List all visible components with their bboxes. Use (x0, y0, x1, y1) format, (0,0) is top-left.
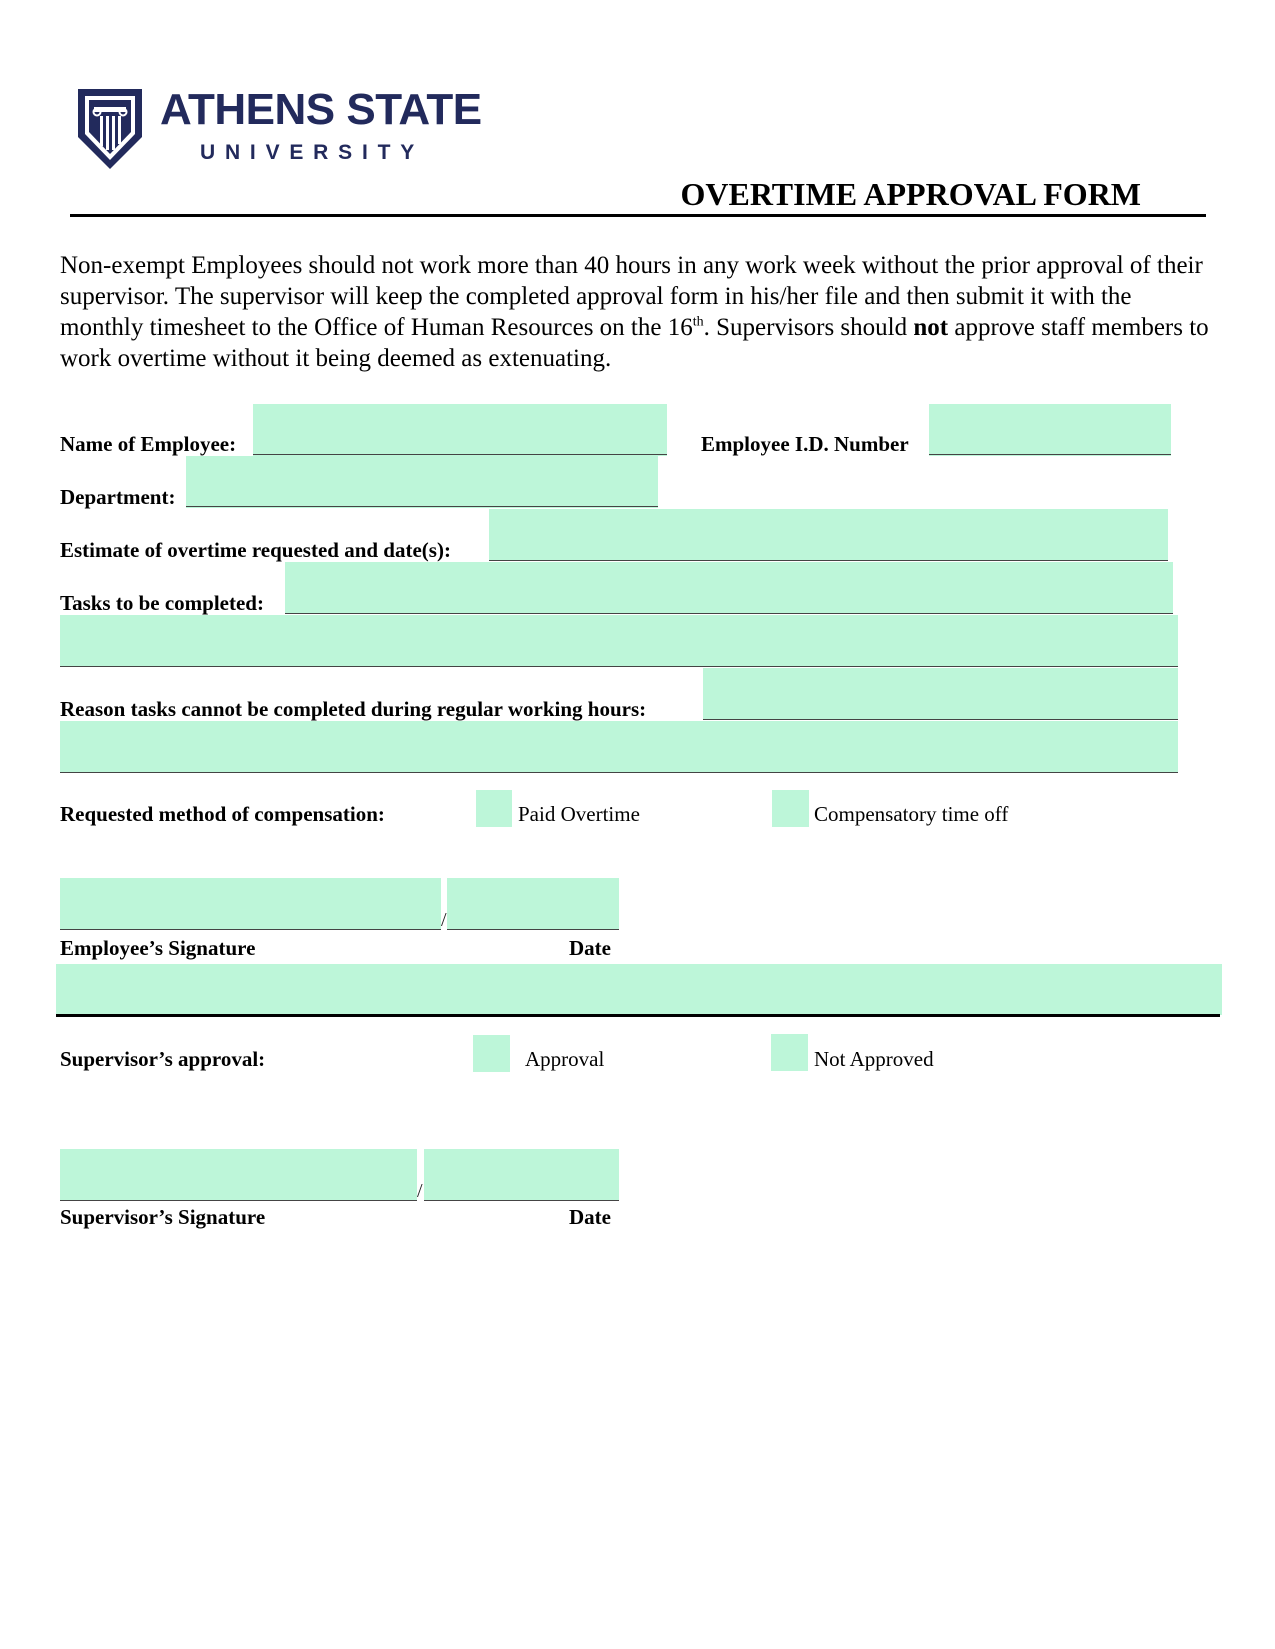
employee-id-field[interactable] (929, 404, 1171, 456)
tasks-field[interactable] (285, 562, 1173, 614)
supervisor-date-underline (424, 1200, 619, 1201)
employee-name-field[interactable] (253, 404, 667, 456)
employee-name-label: Name of Employee: (60, 432, 237, 456)
title-divider (70, 214, 1206, 217)
supervisor-approval-label: Supervisor’s approval: (60, 1047, 266, 1071)
separator-band-field[interactable] (56, 964, 1222, 1015)
employee-name-underline (253, 454, 667, 455)
employee-date-underline (447, 929, 619, 930)
department-field[interactable] (186, 456, 658, 508)
tasks-label: Tasks to be completed: (60, 591, 264, 615)
employee-signature-underline (60, 929, 441, 930)
form-title: OVERTIME APPROVAL FORM (680, 176, 1141, 212)
intro-text: . Supervisors should (703, 314, 914, 341)
reason-continued-underline (60, 772, 1178, 773)
not-approved-option-label: Not Approved (814, 1047, 934, 1071)
supervisor-signature-label: Supervisor’s Signature (60, 1205, 266, 1229)
brand-name: ATHENS STATE (160, 85, 482, 134)
approval-checkbox[interactable] (473, 1035, 510, 1072)
employee-id-underline (929, 454, 1171, 455)
reason-field-continued[interactable] (60, 721, 1178, 773)
compensation-label: Requested method of compensation: (60, 802, 385, 826)
employee-date-field[interactable] (447, 878, 619, 930)
supervisor-date-label: Date (569, 1205, 611, 1229)
employee-date-label: Date (569, 936, 611, 960)
overtime-estimate-label: Estimate of overtime requested and date(s): (60, 538, 451, 562)
supervisor-date-field[interactable] (424, 1149, 619, 1201)
date-separator: / (417, 1180, 423, 1202)
paid-overtime-checkbox[interactable] (476, 790, 512, 827)
intro-superscript: th (692, 314, 704, 330)
intro-text: Non-exempt Employees should not work more than 40 hours in any work week without the prior approval of their supervisor. The supervisor will keep the completed approval form in his/her file and then submit it with the monthly timesheet to the Office of Human Resources on the 16 (60, 252, 1203, 341)
section-divider (56, 1014, 1220, 1017)
brand-subtitle: UNIVERSITY (200, 141, 425, 164)
reason-field[interactable] (703, 668, 1178, 720)
department-label: Department: (60, 485, 176, 509)
reason-underline (703, 719, 1178, 720)
comp-time-checkbox[interactable] (772, 790, 809, 827)
tasks-field-continued[interactable] (60, 615, 1178, 667)
intro-paragraph (60, 250, 1220, 374)
not-approved-checkbox[interactable] (771, 1034, 808, 1071)
employee-signature-label: Employee’s Signature (60, 936, 256, 960)
employee-signature-field[interactable] (60, 878, 441, 930)
paid-overtime-label: Paid Overtime (518, 802, 640, 826)
supervisor-signature-field[interactable] (60, 1149, 417, 1201)
intro-emphasis: not (913, 314, 949, 341)
approval-option-label: Approval (525, 1047, 605, 1071)
reason-label: Reason tasks cannot be completed during regular working hours: (60, 697, 647, 721)
supervisor-signature-underline (60, 1200, 417, 1201)
tasks-continued-underline (60, 666, 1178, 667)
department-underline (186, 506, 658, 507)
tasks-underline (285, 613, 1173, 614)
employee-id-label: Employee I.D. Number (701, 432, 909, 456)
overtime-estimate-field[interactable] (489, 509, 1168, 561)
intro-text: approve staff members to work overtime without it being deemed as extenuating. (60, 314, 1209, 372)
comp-time-label: Compensatory time off (814, 802, 1009, 826)
date-separator: / (441, 909, 447, 931)
university-logo-icon (76, 87, 144, 176)
overtime-estimate-underline (489, 560, 1168, 561)
